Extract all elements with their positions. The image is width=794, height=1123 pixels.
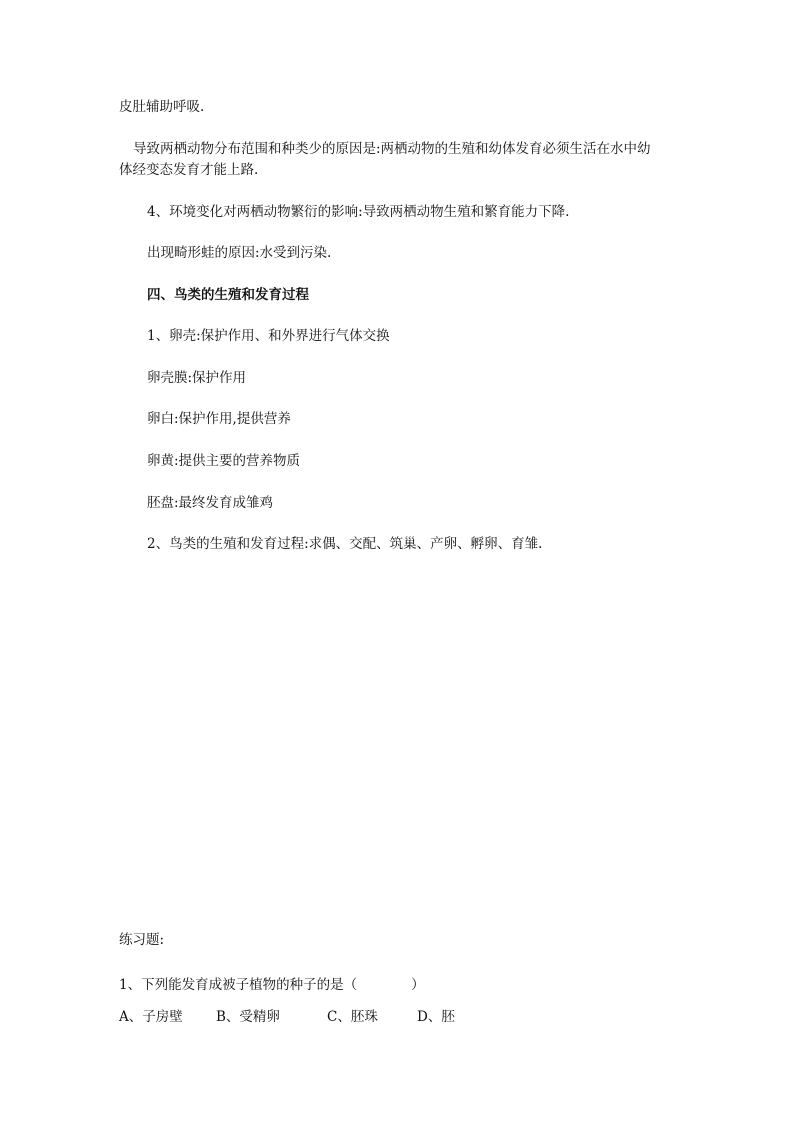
paragraph-line: 胚盘:最终发育成雏鸡 xyxy=(147,495,274,511)
paragraph-line: 1、卵壳:保护作用、和外界进行气体交换 xyxy=(147,328,390,344)
paragraph-line: 卵黄:提供主要的营养物质 xyxy=(147,453,301,469)
answer-options xyxy=(119,1007,477,1027)
option-d: D、胚 xyxy=(417,1009,455,1025)
option-a: A、子房壁 xyxy=(119,1009,183,1025)
exercise-title: 练习题: xyxy=(119,932,165,948)
paragraph-line: 导致两栖动物分布范围和种类少的原因是:两栖动物的生殖和幼体发育必须生活在水中幼 xyxy=(133,141,651,157)
paragraph-line: 体经变态发育才能上路. xyxy=(119,162,259,178)
paragraph-line: 2、鸟类的生殖和发育过程:求偶、交配、筑巢、产卵、孵卵、育雏. xyxy=(147,536,543,552)
paragraph-line: 4、环境变化对两栖动物繁衍的影响:导致两栖动物生殖和繁育能力下降. xyxy=(147,204,570,220)
paragraph-line: 卵壳膜:保护作用 xyxy=(147,370,247,386)
option-c: C、胚珠 xyxy=(327,1009,378,1025)
paragraph-line: 皮肚辅助呼吸. xyxy=(119,99,205,115)
exercise-question: 1、下列能发育成被子植物的种子的是（ ） xyxy=(119,977,425,993)
section-heading: 四、鸟类的生殖和发育过程 xyxy=(147,287,309,303)
option-b: B、受精卵 xyxy=(216,1009,280,1025)
paragraph-line: 出现畸形蛙的原因:水受到污染. xyxy=(147,245,332,261)
paragraph-line: 卵白:保护作用,提供营养 xyxy=(147,411,291,427)
